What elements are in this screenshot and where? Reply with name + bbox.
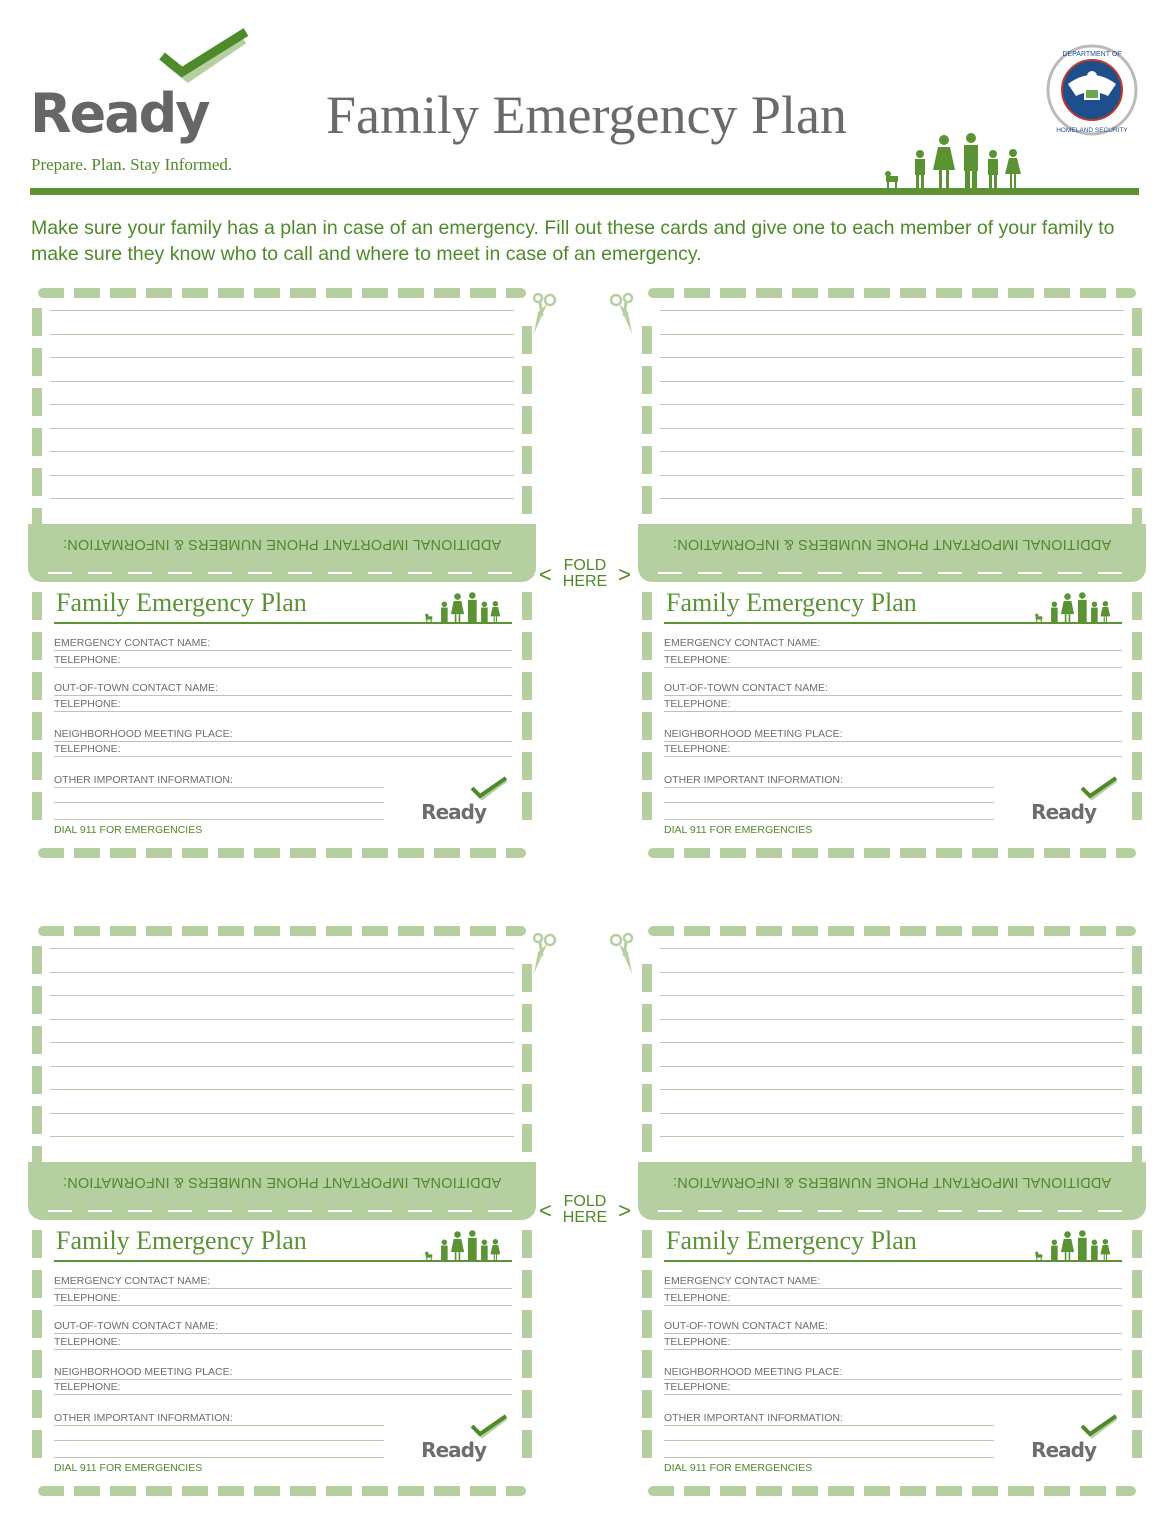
other-info-field[interactable]: OTHER IMPORTANT INFORMATION: <box>664 773 994 788</box>
family-icon <box>884 128 1024 190</box>
scissors-icon <box>608 292 638 336</box>
notes-lines[interactable] <box>50 948 514 1160</box>
meeting-place-telephone-field[interactable]: TELEPHONE: <box>664 742 1122 757</box>
other-info-line[interactable] <box>664 805 994 820</box>
header-divider <box>30 188 1139 195</box>
band-label: ADDITIONAL IMPORTANT PHONE NUMBERS & INFORMATION: <box>62 536 502 552</box>
other-info-line[interactable] <box>54 805 384 820</box>
band-label: ADDITIONAL IMPORTANT PHONE NUMBERS & INFORMATION: <box>62 1174 502 1190</box>
family-icon <box>1030 590 1116 624</box>
cut-line-left <box>642 964 652 1162</box>
cut-line-left <box>32 308 42 524</box>
card-title: Family Emergency Plan <box>56 588 307 617</box>
dial-911-note: DIAL 911 FOR EMERGENCIES <box>664 1462 813 1474</box>
emergency-card <box>636 924 1148 1498</box>
title-rule <box>54 1260 512 1262</box>
chevron-left-icon: < <box>539 562 552 587</box>
tagline: Prepare. Plan. Stay Informed. <box>31 155 233 174</box>
info-band <box>28 1162 536 1220</box>
other-info-line[interactable] <box>54 1426 384 1441</box>
cut-line-top <box>38 288 526 298</box>
other-info-line[interactable] <box>664 788 994 803</box>
meeting-place-field[interactable]: NEIGHBORHOOD MEETING PLACE: <box>54 1365 512 1380</box>
emergency-telephone-field[interactable]: TELEPHONE: <box>664 653 1122 668</box>
cut-line-bottom <box>648 848 1136 858</box>
here-label: HERE <box>562 1209 608 1226</box>
card-title: Family Emergency Plan <box>666 588 917 617</box>
emergency-contact-field[interactable]: EMERGENCY CONTACT NAME: <box>664 1274 1122 1289</box>
info-band <box>28 524 536 582</box>
card-front <box>646 1226 1138 1486</box>
fold-line <box>48 572 516 574</box>
out-of-town-contact-field[interactable]: OUT-OF-TOWN CONTACT NAME: <box>664 681 1122 696</box>
meeting-place-field[interactable]: NEIGHBORHOOD MEETING PLACE: <box>664 1365 1122 1380</box>
title-rule <box>664 1260 1122 1262</box>
cut-line-top <box>648 288 1136 298</box>
intro-text: Make sure your family has a plan in case of an emergency. Fill out these cards and give one to each member of your family to make sure they know who to call and where to meet in case of an emergency. <box>31 217 1115 265</box>
fold-here-marker <box>537 1194 633 1226</box>
dhs-seal-icon <box>1046 44 1138 136</box>
emergency-telephone-field[interactable]: TELEPHONE: <box>54 1291 512 1306</box>
card-front <box>646 588 1138 848</box>
cut-line-bottom <box>38 1486 526 1496</box>
ready-logo: Ready <box>421 800 486 824</box>
cut-line-right <box>522 326 532 524</box>
cut-line-left <box>32 946 42 1162</box>
dial-911-note: DIAL 911 FOR EMERGENCIES <box>664 824 813 836</box>
page-title: Family Emergency Plan <box>326 85 847 145</box>
band-label: ADDITIONAL IMPORTANT PHONE NUMBERS & INFORMATION: <box>672 536 1112 552</box>
meeting-place-telephone-field[interactable]: TELEPHONE: <box>54 742 512 757</box>
here-label: HERE <box>562 573 608 590</box>
checkmark-icon <box>470 1414 508 1440</box>
fold-line <box>658 1210 1126 1212</box>
other-info-line[interactable] <box>54 1443 384 1458</box>
cut-line-right <box>1132 308 1142 524</box>
ready-logo: Ready <box>30 82 209 145</box>
scissors-icon <box>608 932 638 976</box>
card-front <box>36 1226 528 1486</box>
emergency-card <box>636 286 1148 860</box>
out-of-town-contact-field[interactable]: OUT-OF-TOWN CONTACT NAME: <box>664 1319 1122 1334</box>
out-of-town-telephone-field[interactable]: TELEPHONE: <box>54 1335 512 1350</box>
title-rule <box>664 622 1122 624</box>
checkmark-icon <box>470 776 508 802</box>
notes-lines[interactable] <box>660 310 1124 522</box>
dial-911-note: DIAL 911 FOR EMERGENCIES <box>54 824 203 836</box>
title-rule <box>54 622 512 624</box>
emergency-contact-field[interactable]: EMERGENCY CONTACT NAME: <box>54 636 512 651</box>
info-band <box>638 1162 1146 1220</box>
chevron-right-icon: > <box>618 562 631 587</box>
meeting-place-telephone-field[interactable]: TELEPHONE: <box>664 1380 1122 1395</box>
cut-line-bottom <box>648 1486 1136 1496</box>
card-front <box>36 588 528 848</box>
cut-line-top <box>648 926 1136 936</box>
meeting-place-telephone-field[interactable]: TELEPHONE: <box>54 1380 512 1395</box>
other-info-field[interactable]: OTHER IMPORTANT INFORMATION: <box>54 773 384 788</box>
notes-lines[interactable] <box>660 948 1124 1160</box>
family-icon <box>420 1228 506 1262</box>
checkmark-icon <box>1080 776 1118 802</box>
svg-text:DEPARTMENT OF: DEPARTMENT OF <box>1062 51 1122 58</box>
emergency-telephone-field[interactable]: TELEPHONE: <box>54 653 512 668</box>
out-of-town-telephone-field[interactable]: TELEPHONE: <box>54 697 512 712</box>
fold-line <box>658 572 1126 574</box>
cut-line-bottom <box>38 848 526 858</box>
cut-line-right <box>1132 946 1142 1162</box>
out-of-town-contact-field[interactable]: OUT-OF-TOWN CONTACT NAME: <box>54 1319 512 1334</box>
emergency-card <box>26 924 538 1498</box>
ready-logo: Ready <box>421 1438 486 1462</box>
ready-checkmark-icon <box>158 28 250 90</box>
cut-line-right <box>522 964 532 1162</box>
dial-911-note: DIAL 911 FOR EMERGENCIES <box>54 1462 203 1474</box>
cut-line-top <box>38 926 526 936</box>
svg-text:HOMELAND SECURITY: HOMELAND SECURITY <box>1056 127 1128 134</box>
out-of-town-contact-field[interactable]: OUT-OF-TOWN CONTACT NAME: <box>54 681 512 696</box>
other-info-line[interactable] <box>664 1426 994 1441</box>
card-title: Family Emergency Plan <box>666 1226 917 1255</box>
chevron-left-icon: < <box>539 1198 552 1223</box>
emergency-card <box>26 286 538 860</box>
scissors-icon <box>528 932 558 976</box>
info-band <box>638 524 1146 582</box>
out-of-town-telephone-field[interactable]: TELEPHONE: <box>664 697 1122 712</box>
fold-line <box>48 1210 516 1212</box>
other-info-field[interactable]: OTHER IMPORTANT INFORMATION: <box>54 1411 384 1426</box>
band-label: ADDITIONAL IMPORTANT PHONE NUMBERS & INFORMATION: <box>672 1174 1112 1190</box>
ready-logo: Ready <box>1031 800 1096 824</box>
fold-here-marker <box>537 558 633 590</box>
family-icon <box>420 590 506 624</box>
emergency-telephone-field[interactable]: TELEPHONE: <box>664 1291 1122 1306</box>
chevron-right-icon: > <box>618 1198 631 1223</box>
cut-line-left <box>642 326 652 524</box>
meeting-place-field[interactable]: NEIGHBORHOOD MEETING PLACE: <box>54 727 512 742</box>
meeting-place-field[interactable]: NEIGHBORHOOD MEETING PLACE: <box>664 727 1122 742</box>
fold-label: FOLD <box>563 557 607 574</box>
fold-label: FOLD <box>563 1193 607 1210</box>
family-icon <box>1030 1228 1116 1262</box>
other-info-field[interactable]: OTHER IMPORTANT INFORMATION: <box>664 1411 994 1426</box>
card-title: Family Emergency Plan <box>56 1226 307 1255</box>
notes-lines[interactable] <box>50 310 514 522</box>
emergency-contact-field[interactable]: EMERGENCY CONTACT NAME: <box>54 1274 512 1289</box>
out-of-town-telephone-field[interactable]: TELEPHONE: <box>664 1335 1122 1350</box>
scissors-icon <box>528 292 558 336</box>
other-info-line[interactable] <box>54 788 384 803</box>
checkmark-icon <box>1080 1414 1118 1440</box>
ready-logo: Ready <box>1031 1438 1096 1462</box>
other-info-line[interactable] <box>664 1443 994 1458</box>
emergency-contact-field[interactable]: EMERGENCY CONTACT NAME: <box>664 636 1122 651</box>
